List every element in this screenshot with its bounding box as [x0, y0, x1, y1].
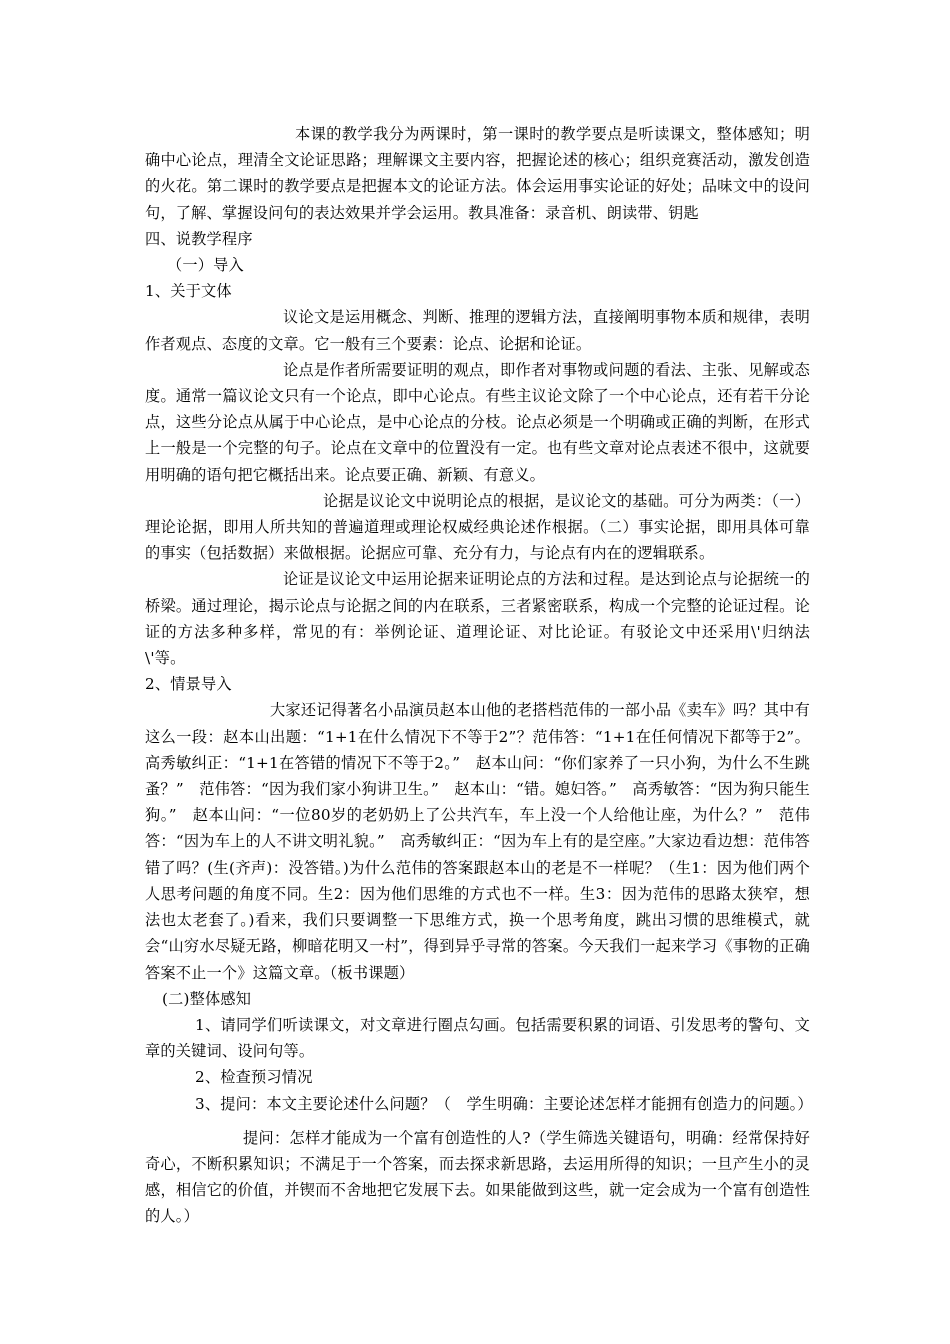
paragraph-step-3: 3、提问：本文主要论述什么问题？（ 学生明确：主要论述怎样才能拥有创造力的问题。） [195, 1094, 813, 1113]
heading-about-genre: 1、关于文体 [145, 282, 232, 301]
paragraph-step-2: 2、检查预习情况 [195, 1068, 313, 1087]
paragraph-argumentation: 论证是议论文中运用论据来证明论点的方法和过程。是达到论点与论据统一的桥梁。通过理论，揭示论点与论据之间的内在联系，三者紧密联系，构成一个完整的论证过程。论证的方法多种多样，常见的有：举例论证、道理论证、对比论证。有驳论文中还采用\'归纳法\'等。 [145, 570, 810, 668]
paragraph-step-1: 1、请同学们听读课文，对文章进行圈点勾画。包括需要积累的词语、引发思考的警句、文章的关键词、设问句等。 [145, 1015, 810, 1061]
heading-overall-perception: (二)整体感知 [162, 989, 252, 1008]
paragraph-thesis: 论点是作者所需要证明的观点，即作者对事物或问题的看法、主张、见解或态度。通常一篇议论文只有一个论点，即中心论点。有些主议论文除了一个中心论点，还有若干分论点，这些分论点从属于中心论点，是中心论点的分枝。论点必须是一个明确或正确的判断，在形式上一般是一个完整的句子。论点在文章中的位置没有一定。也有些文章对论点表述不很中，这就要用明确的语句把它概括出来。论点要正确、新颖、有意义。 [145, 360, 810, 484]
paragraph-evidence: 论据是议论文中说明论点的根据，是议论文的基础。可分为两类：（一）理论论据，即用人所共知的普遍道理或理论权威经典论述作根据。（二）事实论据，即用具体可靠的事实（包括数据）来做根据。论据应可靠、充分有力，与论点有内在的逻辑联系。 [145, 491, 810, 563]
paragraph-argumentative-essay: 议论文是运用概念、判断、推理的逻辑方法，直接阐明事物本质和规律，表明作者观点、态度的文章。它一般有三个要素：论点、论据和论证。 [145, 308, 810, 353]
heading-scene-intro: 2、情景导入 [145, 675, 232, 694]
document-page [145, 121, 813, 1230]
paragraph-gap [145, 1117, 810, 1125]
paragraph-question: 提问：怎样才能成为一个富有创造性的人?（学生筛选关键语句，明确：经常保持好奇心，不断积累知识；不满足于一个答案，而去探求新思路，去运用所得的知识；一旦产生小的灵感，相信它的价值，并锲而不舍地把它发展下去。如果能做到这些，就一定会成为一个富有创造性的人。） [145, 1128, 810, 1226]
heading-introduction: （一）导入 [167, 256, 244, 275]
paragraph-sketch-story: 大家还记得著名小品演员赵本山他的老搭档范伟的一部小品《卖车》吗？其中有这么一段：赵本山出题：“1+1在什么情况下不等于2”？范伟答：“1+1在任何情况下都等于2”。高秀敏纠正：“1+1在答错的情况下不等于2。” 赵本山问：“你们家养了一只小狗，为什么不生跳蚤？” 范伟答：“因为我们家小狗讲卫生。” 赵本山：“错。媳妇答。” 高秀敏答：“因为狗只能生狗。” 赵本山问：“一位80岁的老奶奶上了公共汽车，车上没一个人给他让座，为什么？” 范伟答：“因为车上的人不讲文明礼貌。” 高秀敏纠正：“因为车上有的是空座。”大家边看边想：范伟答错了吗？(生(齐声)：没答错。)为什么范伟的答案跟赵本山的老是不一样呢？（生1：因为他们两个人思考问题的角度不同。生2：因为他们思维的方式也不一样。生3：因为范伟的思路太狭窄，想法也太老套了。)看来，我们只要调整一下思维方式，换一个思考角度，跳出习惯的思维模式，就会“山穷水尽疑无路，柳暗花明又一村”，得到异乎寻常的答案。今天我们一起来学习《事物的正确答案不止一个》这篇文章。（板书课题） [145, 701, 810, 982]
paragraph-lesson-plan: 本课的教学我分为两课时，第一课时的教学要点是听读课文，整体感知；明确中心论点，理清全文论证思路；理解课文主要内容，把握论述的核心；组织竞赛活动，激发创造的火花。第二课时的教学要点是把握本文的论证方法。体会运用事实论证的好处；品味文中的设问句，了解、掌握设问句的表达效果并学会运用。教具准备：录音机、朗读带、钥匙 [145, 125, 810, 222]
heading-teaching-program: 四、说教学程序 [145, 229, 253, 248]
